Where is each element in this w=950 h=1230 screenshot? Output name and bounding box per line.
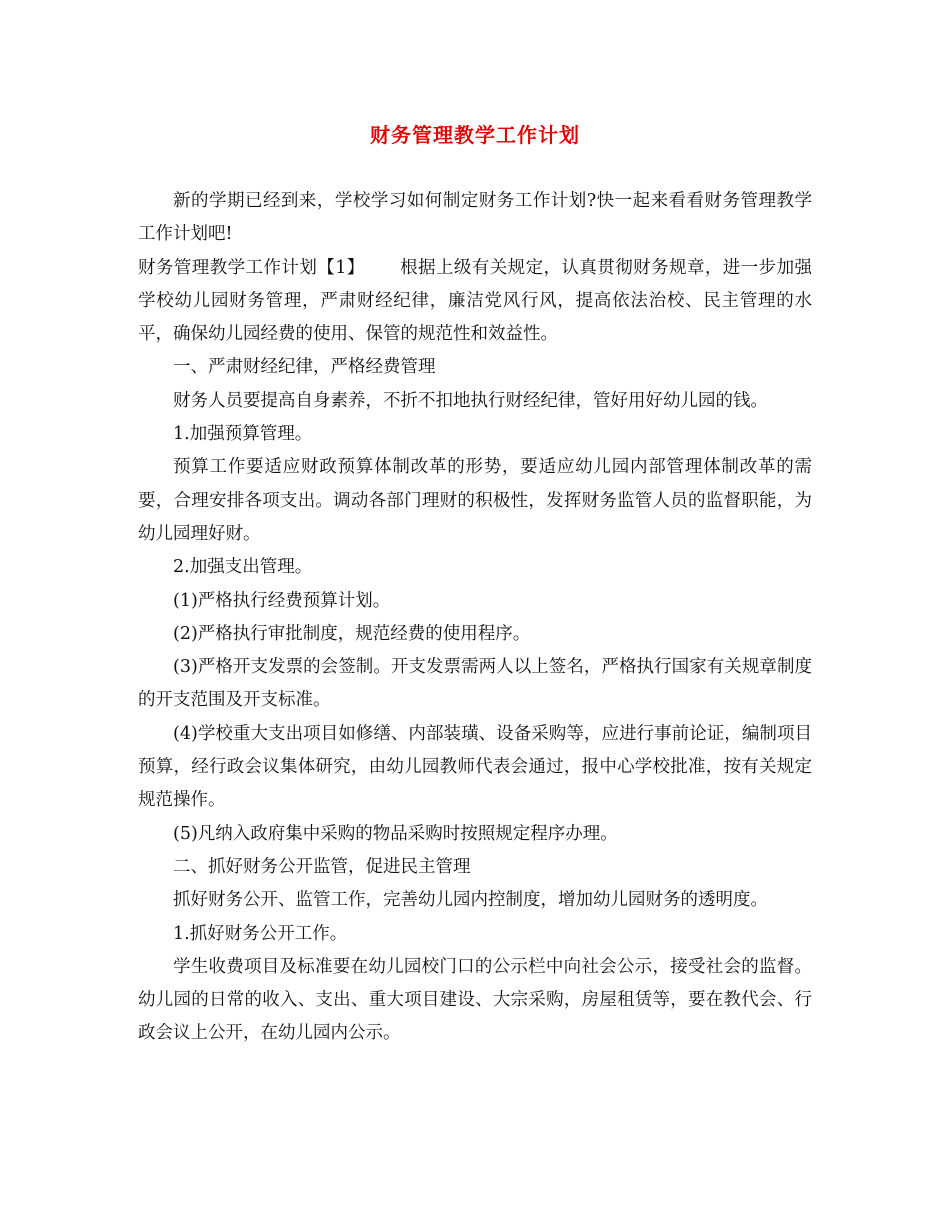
intro-paragraph: 新的学期已经到来，学校学习如何制定财务工作计划?快一起来看看财务管理教学工作计划吧! xyxy=(138,191,812,245)
document-title: 财务管理教学工作计划 xyxy=(370,123,580,147)
body-paragraph: 抓好财务公开、监管工作，完善幼儿园内控制度，增加幼儿园财务的透明度。 xyxy=(173,890,768,911)
plan-1-heading: 财务管理教学工作计划【1】 xyxy=(138,257,365,278)
list-item: (4)学校重大支出项目如修缮、内部装璜、设备采购等，应进行事前论证，编制项目预算，经行政会议集体研究，由幼儿园教师代表会通过，报中心学校批准，按有关规定规范操作。 xyxy=(138,723,812,811)
plan-1-paragraph xyxy=(138,252,812,352)
section-2-heading: 二、抓好财务公开监管，促进民主管理 xyxy=(173,856,471,877)
list-item: (5)凡纳入政府集中采购的物品采购时按照规定程序办理。 xyxy=(173,823,618,844)
section-1-heading: 一、严肃财经纪律，严格经费管理 xyxy=(173,357,436,378)
body-paragraph: 财务人员要提高自身素养，不折不扣地执行财经纪律，管好用好幼儿园的钱。 xyxy=(173,390,768,411)
document-page xyxy=(138,118,812,1051)
list-item: (3)严格开支发票的会签制。开支发票需两人以上签名，严格执行国家有关规章制度的开支范围及开支标准。 xyxy=(138,657,812,711)
body-paragraph: 预算工作要适应财政预算体制改革的形势，要适应幼儿园内部管理体制改革的需要，合理安排各项支出。调动各部门理财的积极性，发挥财务监管人员的监督职能，为幼儿园理好财。 xyxy=(138,457,812,544)
subsection-2-heading: 2.加强支出管理。 xyxy=(173,557,313,578)
plan-1-text: 根据上级有关规定，认真贯彻财务规章，进一步加强学校幼儿园财务管理，严肃财经纪律，廉洁党风行风，提高依法治校、民主管理的水平，确保幼儿园经费的使用、保管的规范性和效益性。 xyxy=(138,257,812,345)
list-item: (1)严格执行经费预算计划。 xyxy=(173,590,391,611)
body-paragraph: 学生收费项目及标准要在幼儿园校门口的公示栏中向社会公示，接受社会的监督。幼儿园的日常的收入、支出、重大项目建设、大宗采购，房屋租赁等，要在教代会、行政会议上公开，在幼儿园内公示。 xyxy=(138,956,812,1044)
subsection-1-heading: 1.抓好财务公开工作。 xyxy=(173,923,348,944)
list-item: (2)严格执行审批制度，规范经费的使用程序。 xyxy=(173,623,531,644)
subsection-1-heading: 1.加强预算管理。 xyxy=(173,424,313,445)
